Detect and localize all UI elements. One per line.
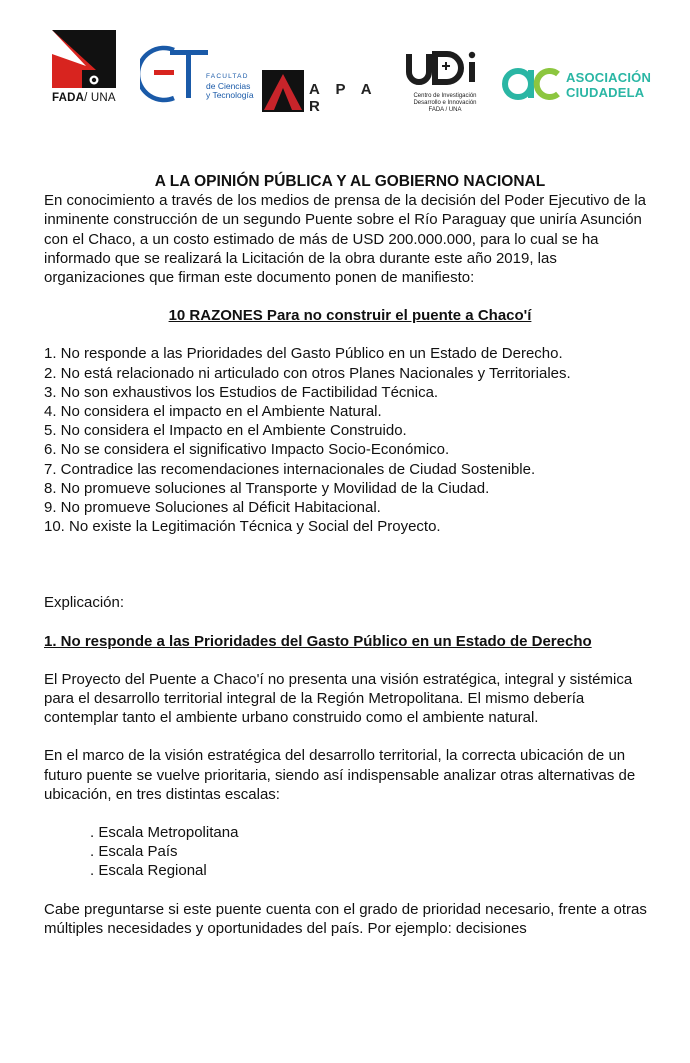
reason-item: 4. No considera el impacto en el Ambiente Natural. <box>44 403 382 421</box>
ct-mark-icon <box>140 42 210 106</box>
apar-logo-text: A P A R <box>309 81 378 115</box>
ac-logo-text: ASOCIACIÓN CIUDADELA <box>566 70 652 100</box>
fada-una-logo <box>52 30 118 108</box>
intro-paragraph: En conocimiento a través de los medios de prensa de la decisión del Poder Ejecutivo de la inminente construcción de un segundo Puente sobre el Río Paraguay que uniría Asunción con el Chaco, a un costo estimado de más de USD 200.000.000, para lo cual se ha informado que se realizará la Licitación de la obra durante este año 2019, las organizaciones que firman este documento ponen de manifiesto: <box>44 192 647 287</box>
fada-mark-icon <box>52 30 116 88</box>
explanation-label: Explicación: <box>44 594 125 612</box>
reason-item: 7. Contradice las recomendaciones internacionales de Ciudad Sostenible. <box>44 460 536 478</box>
reason-item: 8. No promueve soluciones al Transporte y Movilidad de la Ciudad. <box>44 479 490 497</box>
ac-mark-icon <box>500 64 564 104</box>
section-1-paragraph-3: Cabe preguntarse si este puente cuenta con el grado de prioridad necesario, frente a otras múltiples necesidades y oportunidades del país. Por ejemplo: decisiones <box>44 900 647 937</box>
apar-mark-icon <box>262 70 304 112</box>
reason-item: 9. No promueve Soluciones al Déficit Habitacional. <box>44 499 381 517</box>
section-1-heading: 1. No responde a las Prioridades del Gasto Público en un Estado de Derecho <box>44 632 592 650</box>
scale-item: . Escala Regional <box>90 862 207 880</box>
apar-logo <box>262 70 384 114</box>
scale-item: . Escala Metropolitana <box>90 824 239 842</box>
reasons-subtitle: 10 RAZONES Para no construir el puente a Chaco'í <box>168 307 532 325</box>
reason-item: 1. No responde a las Prioridades del Gasto Público en un Estado de Derecho. <box>44 345 563 363</box>
udi-mark-icon <box>405 50 485 86</box>
asociacion-ciudadela-logo <box>500 64 652 108</box>
reason-item: 2. No está relacionado ni articulado con otros Planes Nacionales y Territoriales. <box>44 364 571 382</box>
udi-logo <box>402 50 488 120</box>
document-title: A LA OPINIÓN PÚBLICA Y AL GOBIERNO NACIONAL <box>154 173 546 190</box>
reason-item: 5. No considera el Impacto en el Ambiente Construido. <box>44 422 407 440</box>
reason-item: 6. No se considera el significativo Impacto Socio-Económico. <box>44 441 450 459</box>
reasons-list <box>44 344 656 536</box>
scale-item: . Escala País <box>90 843 178 861</box>
logo-header <box>0 0 690 130</box>
document-body <box>44 172 656 938</box>
scales-list <box>44 823 656 881</box>
fada-logo-text: FADA/ UNA <box>52 92 116 104</box>
udi-logo-text: Centro de Investigación Desarrollo e Innovación FADA / UNA <box>413 93 477 113</box>
reason-item: 3. No son exhaustivos los Estudios de Factibilidad Técnica. <box>44 383 439 401</box>
reason-item: 10. No existe la Legitimación Técnica y Social del Proyecto. <box>44 518 441 536</box>
section-1-paragraph-2: En el marco de la visión estratégica del desarrollo territorial, la correcta ubicación de un futuro puente se vuelve prioritaria, siendo así indispensable analizar otras alternativas de ubicación, en tres distintas escalas: <box>44 747 636 803</box>
section-1-paragraph-1: El Proyecto del Puente a Chaco'í no presenta una visión estratégica, integral y sistémica para el desarrollo territorial integral de la Región Metropolitana. El mismo debería contemplar tanto el ambiente urbano construido como el ambiente natural. <box>44 670 633 727</box>
ct-faculty-logo <box>140 42 260 108</box>
ct-logo-text: FACULTAD de Ciencias y Tecnología <box>206 73 254 100</box>
